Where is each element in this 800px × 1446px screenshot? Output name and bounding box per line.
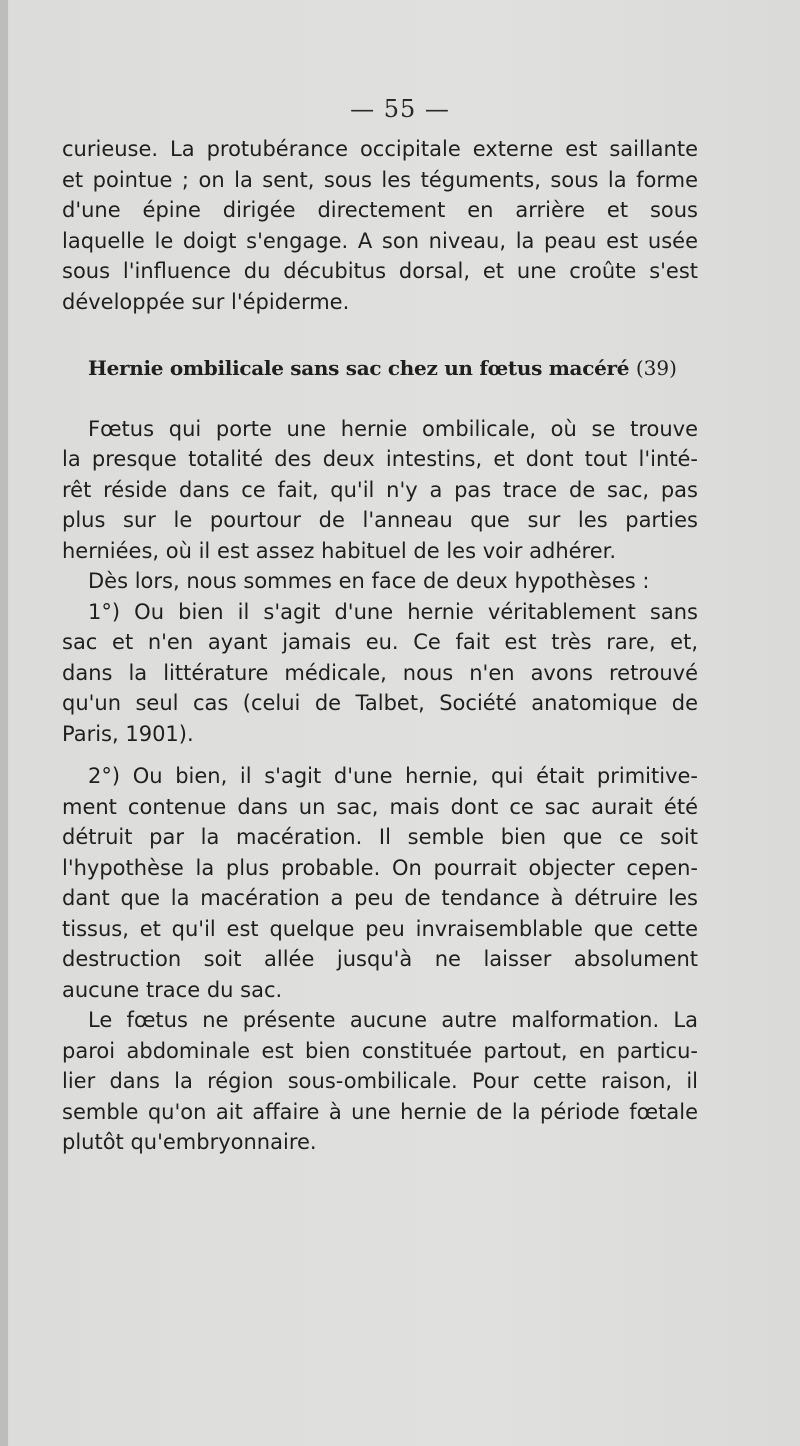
text-line: rêt réside dans ce fait, qu'il n'y a pas trace de sac, pas [62,477,698,502]
page-text [62,134,698,1158]
text-line: herniées, où il est assez habituel de les voir adhérer. [62,538,617,563]
paragraph-3 [62,566,698,597]
paragraph-1 [62,134,698,317]
text-line: plutôt qu'embryonnaire. [62,1130,317,1154]
text-line: d'une épine dirigée directement en arrière et sous [62,198,698,222]
text-line: 1°) Ou bien il s'agit d'une hernie véritablement sans [88,599,698,624]
text-line: et pointue ; on la sent, sous les téguments, sous la forme [62,167,698,192]
text-line: 2°) Ou bien, il s'agit d'une hernie, qui était primitive- [88,764,698,788]
paragraph-6 [62,1005,698,1158]
text-line: la presque totalité des deux intestins, et dont tout l'inté- [62,447,698,471]
paragraph-4 [62,597,698,750]
paragraph-5 [62,761,698,1005]
page-edge-shadow [0,0,8,1446]
text-line: Fœtus qui porte une hernie ombilicale, où se trouve [88,416,698,441]
page-number: — 55 — [350,95,450,123]
text-line: sac et n'en ayant jamais eu. Ce fait est très rare, et, [62,630,698,654]
text-line: Dès lors, nous sommes en face de deux hypothèses : [88,569,650,593]
paragraph-2 [62,414,698,567]
paragraph-gap [62,749,698,761]
section-heading [62,353,698,384]
text-line: l'hypothèse la plus probable. On pourrait objecter cepen- [62,855,698,880]
section-heading-title: Hernie ombilicale sans sac chez un fœtus macéré [88,356,630,380]
text-line: sous l'influence du décubitus dorsal, et une croûte s'est [62,259,698,283]
text-line: Le fœtus ne présente aucune autre malformation. La [88,1008,698,1032]
text-line: développée sur l'épiderme. [62,289,350,314]
text-line: lier dans la région sous-ombilicale. Pour cette raison, il [62,1069,698,1093]
section-heading-reference: (39) [635,356,677,380]
text-line: aucune trace du sac. [62,977,283,1002]
text-line: semble qu'on ait affaire à une hernie de la période fœtale [62,1099,698,1124]
text-line: laquelle le doigt s'engage. A son niveau, la peau est usée [62,228,698,253]
text-line: qu'un seul cas (celui de Talbet, Société anatomique de [62,691,698,715]
text-line: Paris, 1901). [62,721,194,746]
text-line: dant que la macération a peu de tendance à détruire les [62,886,698,910]
text-line: tissus, et qu'il est quelque peu invraisemblable que cette [62,916,698,941]
text-line: curieuse. La protubérance occipitale externe est saillante [62,137,698,161]
text-line: plus sur le pourtour de l'anneau que sur les parties [62,508,698,532]
text-line: ment contenue dans un sac, mais dont ce sac aurait été [62,794,698,819]
text-line: dans la littérature médicale, nous n'en avons retrouvé [62,660,698,685]
text-line: paroi abdominale est bien constituée partout, en particu- [62,1038,698,1063]
text-line: détruit par la macération. Il semble bien que ce soit [62,825,698,849]
text-line: destruction soit allée jusqu'à ne laisser absolument [62,947,698,971]
